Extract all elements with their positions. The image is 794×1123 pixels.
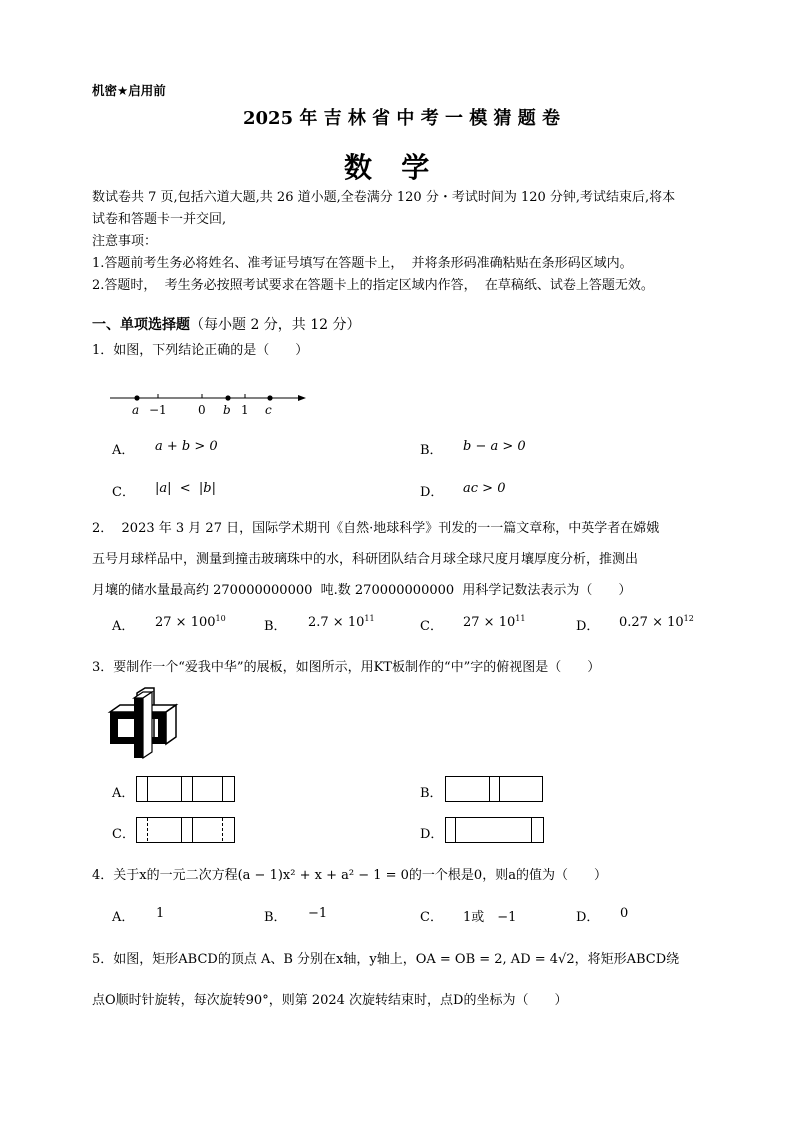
option-label: C． [420,910,443,925]
option-label: A． [112,619,135,634]
option-b: −1 [308,906,328,921]
option-label: A． [112,910,135,925]
option-base: 2.7 × 10 [308,615,365,630]
number-line-label: c [265,403,272,417]
section-heading-note: （每小题 2 分，共 12 分） [190,317,361,333]
option-base: 27 × 10 [463,615,516,630]
option-a: a + b > 0 [155,439,218,454]
exam-title: 2025 年 吉 林 省 中 考 一 模 猜 题 卷 [243,108,561,129]
question-stem: 3．要制作一个“爱我中华”的展板，如图所示，用KT板制作的“中”字的俯视图是（ ） [92,660,601,675]
number-line-label: −1 [149,403,167,417]
intro-line: 试卷和答题卡一并交回, [92,212,227,227]
question-stem: 月壤的储水量最高约 270000000000 吨.数 270000000000 用科学记数法表示为（ ） [92,583,632,598]
option-label: D． [576,619,600,634]
notice-item: 2.答题时， 考生务必按照考试要求在答题卡上的指定区域内作答， 在草稿纸、试卷上答题无效。 [92,278,654,293]
option-label: D． [420,827,444,842]
question-stem: 5．如图，矩形ABCD的顶点 A、B 分别在x轴，y轴上，OA = OB = 2, AD = 4√2，将矩形ABCD绕 [92,952,680,967]
question-stem: 点O顺时针旋转，每次旋转90°，则第 2024 次旋转结束时，点D的坐标为（ ） [92,993,568,1008]
intro-line: 数试卷共 7 页,包括六道大题,共 26 道小题,全卷满分 120 分・考试时间为 120 分钟,考试结束后,将本 [92,190,676,205]
subject-title: 数 学 [344,151,430,184]
option-exponent: 10 [215,614,226,623]
question-stem: 1．如图，下列结论正确的是（ ） [92,343,309,358]
option-a: 1 [156,906,165,921]
option-label: C． [112,485,135,500]
number-line-label: a [132,403,140,417]
question-stem: 4．关于x的一元二次方程(a − 1)x² + x + a² − 1 = 0的一个根是0，则a的值为（ ） [92,868,607,883]
option-label: A． [112,443,135,458]
option-label: B． [420,786,443,801]
option-exponent: 11 [364,614,375,623]
option-c: |a| < |b| [155,481,217,496]
notice-item: 1.答题前考生务必将姓名、准考证号填写在答题卡上， 并将条形码准确粘贴在条形码区域内。 [92,256,633,271]
option-exponent: 11 [515,614,526,623]
confidential-label: 机密★启用前 [92,83,166,98]
option-label: B． [264,619,287,634]
option-label: D． [420,485,444,500]
section-heading-title: 一、单项选择题 [92,317,190,333]
option-label: B． [264,910,287,925]
option-c: 1或 −1 [463,910,517,925]
option-base: 27 × 100 [155,615,216,630]
number-line-label: 0 [198,403,206,417]
option-label: C． [112,827,135,842]
option-base: 0.27 × 10 [619,615,684,630]
question-stem: 五号月球样品中，测量到撞击玻璃珠中的水，科研团队结合月球全球尺度月壤厚度分析，推测出 [92,552,639,567]
question-stem: 2． 2023 年 3 月 27 日，国际学术期刊《自然·地球科学》刊发的一一篇文章称，中英学者在嫦娥 [92,521,660,536]
option-d: ac > 0 [463,481,506,496]
number-line-label: b [223,403,231,417]
option-label: B． [420,443,443,458]
option-label: C． [420,619,443,634]
option-d: 0 [620,906,629,921]
option-label: A． [112,786,135,801]
option-b: b − a > 0 [463,439,526,454]
notice-title: 注意事项： [92,234,158,249]
option-label: D． [576,910,600,925]
option-exponent: 12 [683,614,694,623]
number-line-label: 1 [241,403,249,417]
